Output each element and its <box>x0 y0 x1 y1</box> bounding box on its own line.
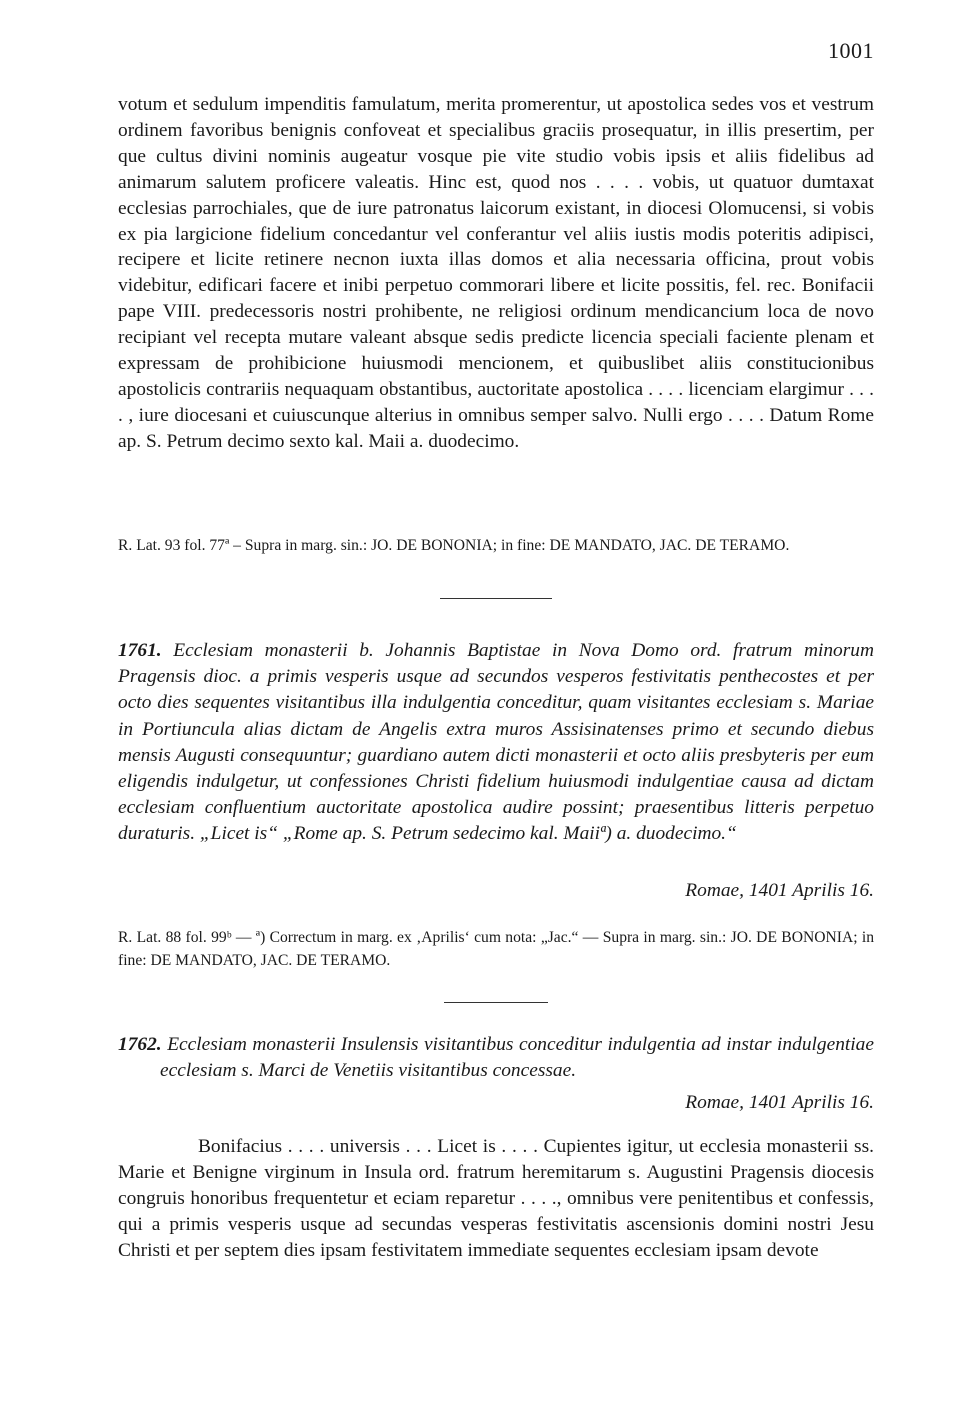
section-divider-2 <box>444 1002 548 1003</box>
entry-1761-dateline: Romae, 1401 Aprilis 16. <box>685 880 874 901</box>
page-number: 1001 <box>828 38 874 63</box>
entry-1762-summary-text: Ecclesiam monasterii Insulensis visitantibus conceditur indulgentia ad instar indulgentiae ecclesiam s. Marci de Venetiis visitantibus concessae. <box>160 1034 874 1082</box>
entry-1761-summary <box>118 638 874 848</box>
entry-1761-number: 1761. <box>118 640 162 661</box>
entry-1762-text: Bonifacius . . . . universis . . . Licet is . . . . Cupientes igitur, ut ecclesia monasterii ss. Marie et Benigne virginum in Insula ord. fratrum heremitarum s. Augustini Pragensis diocesis congruis honoribus frequentetur et eciam reparetur . . . ., omnibus vere penitentibus et confessis, qui a primis vesperis usque ad secundas vesperas festivitatis ascensionis domini nostri Jesu Christi et per septem dies ipsam festivitatem immediate sequentes ecclesiam ipsam devote <box>118 1136 874 1261</box>
entry-1760-note: R. Lat. 93 fol. 77ª – Supra in marg. sin.: JO. DE BONONIA; in fine: DE MANDATO, JAC. DE TERAMO. <box>118 537 790 554</box>
section-divider-1 <box>440 598 552 599</box>
entry-1762-summary <box>118 1032 874 1084</box>
entry-1762-dateline: Romae, 1401 Aprilis 16. <box>685 1092 874 1113</box>
entry-1761-note: R. Lat. 88 fol. 99ᵇ — ª) Correctum in marg. ex ‚Aprilis‘ cum nota: „Jac.“ — Supra in marg. sin.: JO. DE BONONIA; in fine: DE MANDATO, JAC. DE TERAMO. <box>118 929 874 969</box>
entry-1760-text: votum et sedulum impenditis famulatum, merita promerentur, ut apostolica sedes vos et vestrum ordinem favoribus benignis confoveat et specialibus graciis prosequatur, in illis presertim, per que cultus divini nominis augeatur vosque pie vite studio vobis ipsis et aliis fidelibus ad animarum salutem proficere valeatis. Hinc est, quod nos . . . . vobis, ut quatuor dumtaxat ecclesias parrochiales, que de iure patronatus laicorum existant, in diocesi Olomucensi, si vobis ex pia largicione fidelium concedantur vel conferantur vel aliis iustis modis poteritis adipisci, recipere et licite retinere necnon iuxta illas domos et alia necessaria officina, prout vobis videbitur, edificari facere et inibi perpetuo commorari libere et licite possitis, fel. rec. Bonifacii pape VIII. predecessoris nostri prohibente, ne religiosi ordinum mendicancium loca de novo recipiant vel recepta mutare valeant absque sedis predicte licencia speciali faciente plenam et expressam de prohibicione huiusmodi mencionem, et quibuslibet aliis constitucionibus apostolicis contrariis nequaquam obstantibus, auctoritate apostolica . . . . licenciam elargimur . . . . , iure diocesani et cuiuscunque alterius in omnibus semper salvo. Nulli ergo . . . . Datum Rome ap. S. Petrum decimo sexto kal. Maii a. duodecimo. <box>118 94 874 452</box>
entry-1762-number: 1762. <box>118 1034 162 1055</box>
entry-1761-summary-text: Ecclesiam monasterii b. Johannis Baptistae in Nova Domo ord. fratrum minorum Pragensis dioc. a primis vesperis usque ad secundos vesperos festivitatis penthecostes et per octo dies sequentes visitantibus illa indulgentia conceditur, quam visitantes ecclesiam s. Mariae in Portiuncula alias dictam de Angelis extra muros Assisinatenses primo et secundo diebus mensis Augusti consequuntur; guardiano autem dicti monasterii et octo aliis presbyteris per eum eligendis indulgetur, ut confessiones Christi fidelium huiusmodi indulgentiae causa ad dictam ecclesiam confluentium auctoritate apostolica audire possint; praesentibus litteris perpetuo duraturis. „Licet is“ „Rome ap. S. Petrum sedecimo kal. Maiiª) a. duodecimo.“ <box>118 640 874 845</box>
